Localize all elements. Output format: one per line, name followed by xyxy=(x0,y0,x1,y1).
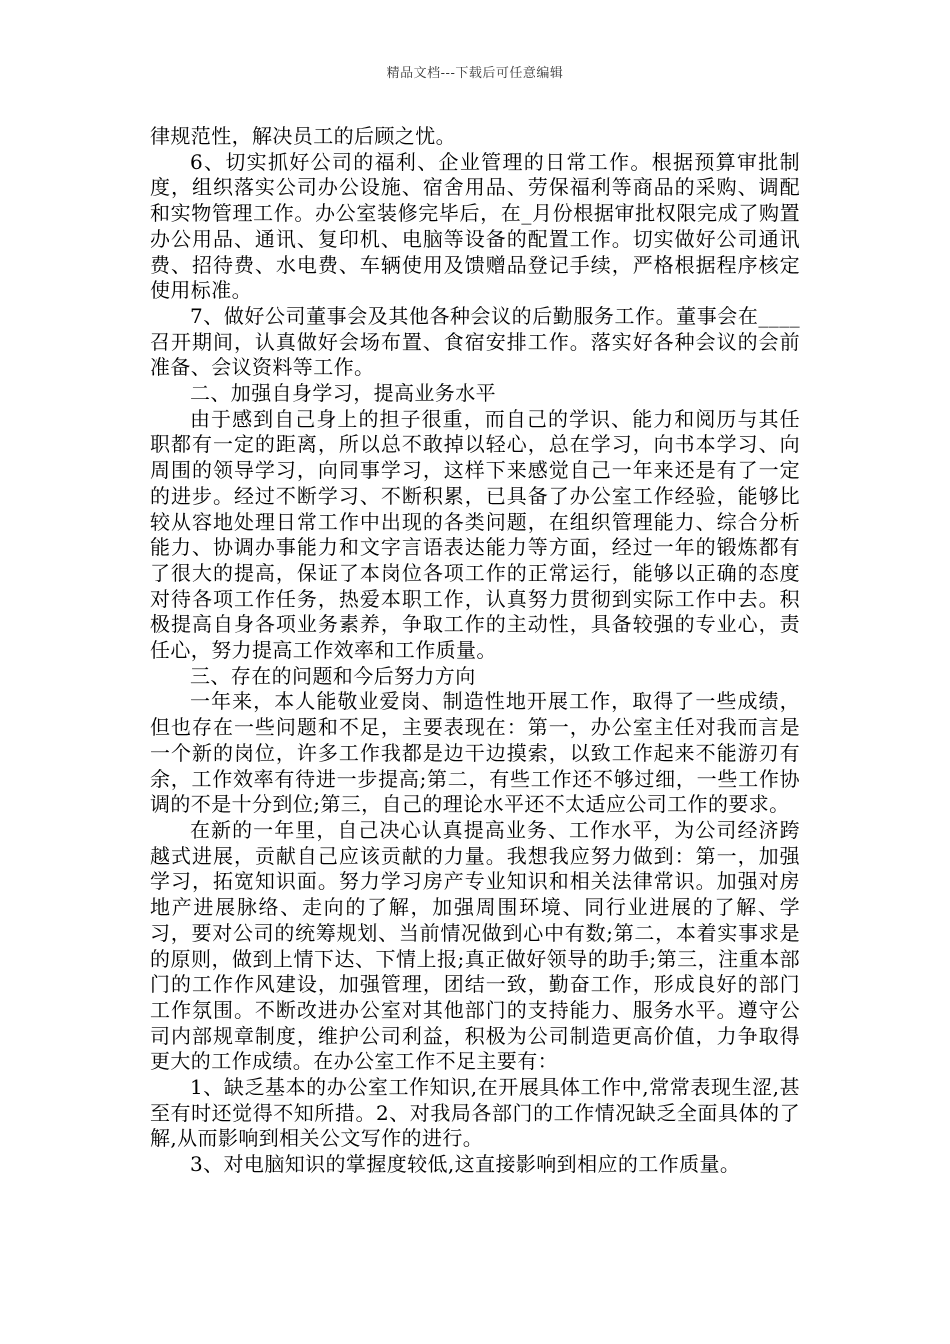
paragraph-study: 由于感到自己身上的担子很重，而自己的学识、能力和阅历与其任职都有一定的距离，所以总不敢掉以轻心，总在学习，向书本学习、向周围的领导学习，向同事学习，这样下来感觉自己一年来还是有了一定的进步。经过不断学习、不断积累，已具备了办公室工作经验，能够比较从容地处理日常工作中出现的各类问题，在组织管理能力、综合分析能力、协调办事能力和文字言语表达能力等方面，经过一年的锻炼都有了很大的提高，保证了本岗位各项工作的正常运行，能够以正确的态度对待各项工作任务，热爱本职工作，认真努力贯彻到实际工作中去。积极提高自身各项业务素养，争取工作的主动性，具备较强的专业心，责任心，努力提高工作效率和工作质量。 xyxy=(150,406,800,663)
paragraph-item-7: 7、做好公司董事会及其他各种会议的后勤服务工作。董事会在____召开期间，认真做好会场布置、食宿安排工作。落实好各种会议的会前准备、会议资料等工作。 xyxy=(150,303,800,380)
page-header-watermark: 精品文档---下载后可任意编辑 xyxy=(386,66,564,81)
section-heading-2: 二、加强自身学习，提高业务水平 xyxy=(190,381,496,406)
paragraph-next-year: 在新的一年里，自己决心认真提高业务、工作水平，为公司经济跨越式进展，贡献自己应该贡献的力量。我想我应努力做到：第一，加强学习，拓宽知识面。努力学习房产专业知识和相关法律常识。加强对房地产进展脉络、走向的了解，加强周围环境、同行业进展的了解、学习，要对公司的统筹规划、当前情况做到心中有数;第二，本着实事求是的原则，做到上情下达、下情上报;真正做好领导的助手;第三，注重本部门的工作作风建设，加强管理，团结一致，勤奋工作，形成良好的部门工作氛围。不断改进办公室对其他部门的支持能力、服务水平。遵守公司内部规章制度，维护公司利益，积极为公司制造更高价值，力争取得更大的工作成绩。在办公室工作不足主要有： xyxy=(150,817,800,1074)
document-body xyxy=(150,124,800,1178)
paragraph-shortcoming-1-2: 1、缺乏基本的办公室工作知识,在开展具体工作中,常常表现生涩,甚至有时还觉得不知所措。2、对我局各部门的工作情况缺乏全面具体的了解,从而影响到相关公文写作的进行。 xyxy=(150,1075,800,1151)
paragraph-problems: 一年来，本人能敬业爱岗、制造性地开展工作，取得了一些成绩，但也存在一些问题和不足，主要表现在：第一，办公室主任对我而言是一个新的岗位，许多工作我都是边干边摸索，以致工作起来不能游刃有余，工作效率有待进一步提高;第二，有些工作还不够过细，一些工作协调的不是十分到位;第三，自己的理论水平还不太适应公司工作的要求。 xyxy=(150,689,800,817)
section-heading-3: 三、存在的问题和今后努力方向 xyxy=(190,663,476,688)
paragraph-shortcoming-3: 3、对电脑知识的掌握度较低,这直接影响到相应的工作质量。 xyxy=(190,1152,741,1177)
paragraph-continuation: 律规范性，解决员工的后顾之忧。 xyxy=(150,124,456,148)
paragraph-item-6: 6、切实抓好公司的福利、企业管理的日常工作。根据预算审批制度，组织落实公司办公设施、宿舍用品、劳保福利等商品的采购、调配和实物管理工作。办公室装修完毕后，在_月份根据审批权限完成了购置办公用品、通讯、复印机、电脑等设备的配置工作。切实做好公司通讯费、招待费、水电费、车辆使用及馈赠品登记手续，严格根据程序核定使用标准。 xyxy=(150,149,800,303)
